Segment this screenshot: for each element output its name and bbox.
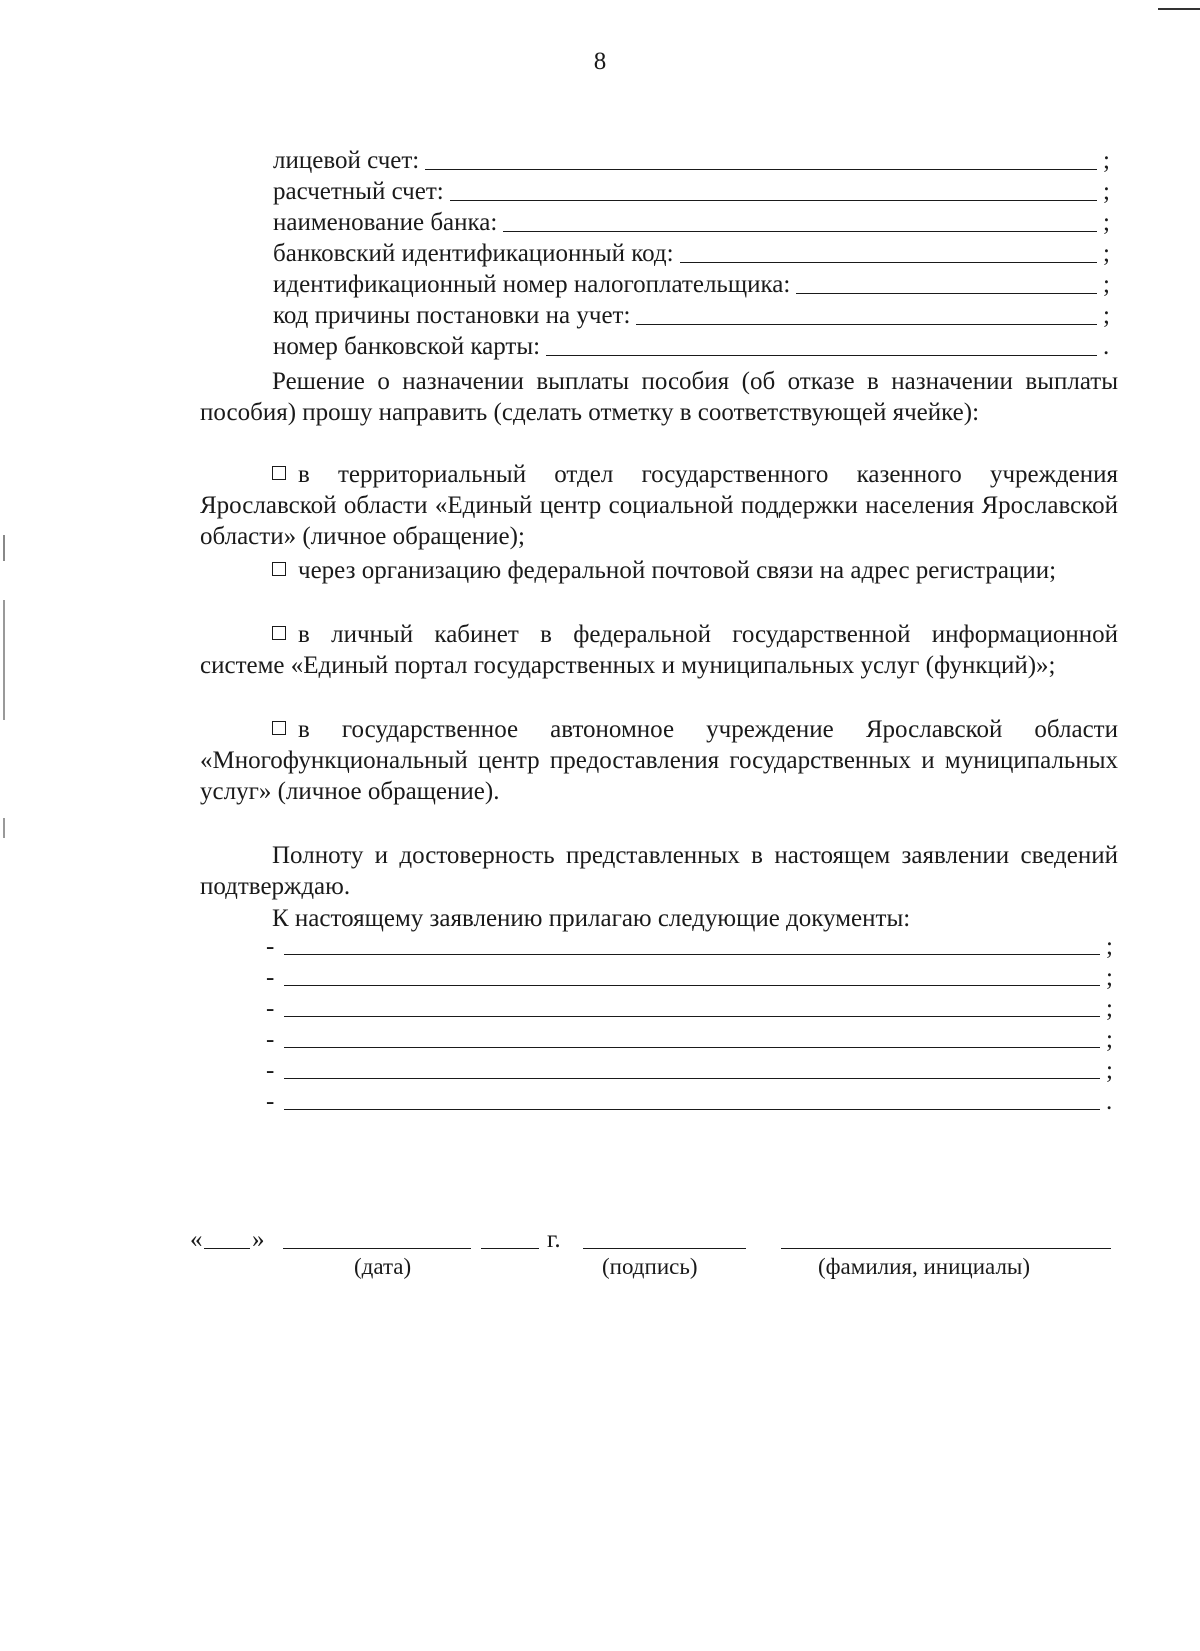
- account-field-inn[interactable]: [273, 269, 1113, 301]
- field-label: банковский идентификационный код:: [273, 240, 674, 267]
- line-punctuation: ;: [1106, 933, 1113, 960]
- scan-artifact: [3, 535, 5, 561]
- attachment-line[interactable]: [266, 932, 1116, 962]
- option-text: в государственное автономное учреждение Ярославской области «Многофункциональный центр предоставления государственных и муниципальных услуг» (личное обращение).: [200, 716, 1118, 805]
- account-field-settlement-account[interactable]: [273, 176, 1113, 208]
- checkbox[interactable]: [272, 466, 286, 480]
- field-label: идентификационный номер налогоплательщика:: [273, 271, 791, 298]
- fill-in-line[interactable]: [284, 1077, 1100, 1079]
- fill-in-line[interactable]: [284, 984, 1100, 986]
- line-punctuation: ;: [1106, 1026, 1113, 1053]
- account-field-bik[interactable]: [273, 238, 1113, 270]
- list-dash: -: [266, 1088, 275, 1115]
- option-postal-service: [200, 555, 1118, 586]
- day-line[interactable]: [204, 1247, 250, 1249]
- fill-in-line[interactable]: [284, 1015, 1100, 1017]
- attachment-line[interactable]: [266, 963, 1116, 993]
- account-field-bank-name[interactable]: [273, 207, 1113, 239]
- option-text: через организацию федеральной почтовой связи на адрес регистрации;: [298, 557, 1057, 584]
- fill-in-line[interactable]: [284, 1108, 1100, 1110]
- attachments-intro-text: К настоящему заявлению прилагаю следующие документы:: [272, 905, 911, 932]
- list-dash: -: [266, 1026, 275, 1053]
- attachment-line[interactable]: [266, 1056, 1116, 1086]
- fill-in-line[interactable]: [425, 168, 1097, 170]
- field-punctuation: .: [1103, 333, 1110, 360]
- option-text: в личный кабинет в федеральной государственной информационной системе «Единый портал государственных и муниципальных услуг (функций)»;: [200, 621, 1118, 679]
- signature-row: [190, 1220, 1120, 1254]
- fill-in-line[interactable]: [284, 953, 1100, 955]
- field-punctuation: ;: [1103, 209, 1110, 236]
- year-suffix: г.: [547, 1226, 561, 1253]
- attachment-line[interactable]: [266, 1025, 1116, 1055]
- scan-artifact: [3, 818, 5, 838]
- list-dash: -: [266, 964, 275, 991]
- scan-artifact: [1158, 8, 1200, 10]
- field-label: наименование банка:: [273, 209, 498, 236]
- fill-in-line[interactable]: [284, 1046, 1100, 1048]
- open-quote: «: [190, 1226, 203, 1253]
- field-label: лицевой счет:: [273, 147, 420, 174]
- date-caption: (дата): [354, 1254, 412, 1279]
- attachment-line[interactable]: [266, 1087, 1116, 1117]
- option-territorial-office: [200, 459, 1118, 552]
- list-dash: -: [266, 995, 275, 1022]
- account-field-kpp[interactable]: [273, 300, 1113, 332]
- line-punctuation: ;: [1106, 964, 1113, 991]
- decision-intro-paragraph: [200, 366, 1118, 428]
- field-label: номер банковской карты:: [273, 333, 541, 360]
- month-line[interactable]: [283, 1247, 471, 1249]
- checkbox[interactable]: [272, 721, 286, 735]
- line-punctuation: ;: [1106, 1057, 1113, 1084]
- fill-in-line[interactable]: [796, 292, 1097, 294]
- field-punctuation: ;: [1103, 178, 1110, 205]
- option-personal-cabinet: [200, 619, 1118, 681]
- page-number: 8: [593, 48, 607, 75]
- list-dash: -: [266, 933, 275, 960]
- list-dash: -: [266, 1057, 275, 1084]
- name-caption: (фамилия, инициалы): [818, 1254, 1031, 1279]
- fill-in-line[interactable]: [450, 199, 1097, 201]
- fill-in-line[interactable]: [546, 354, 1097, 356]
- option-mfc: [200, 714, 1118, 807]
- scan-artifact: [3, 600, 5, 720]
- line-punctuation: ;: [1106, 995, 1113, 1022]
- field-punctuation: ;: [1103, 240, 1110, 267]
- option-text: в территориальный отдел государственного казенного учреждения Ярославской области «Единый центр социальной поддержки населения Ярославской области» (личное обращение);: [200, 461, 1118, 550]
- line-punctuation: .: [1106, 1088, 1113, 1115]
- fill-in-line[interactable]: [503, 230, 1097, 232]
- field-punctuation: ;: [1103, 271, 1110, 298]
- confirmation-paragraph: [200, 840, 1118, 902]
- account-field-card-number[interactable]: [273, 331, 1113, 363]
- field-punctuation: ;: [1103, 147, 1110, 174]
- fill-in-line[interactable]: [680, 261, 1097, 263]
- close-quote: »: [252, 1226, 265, 1253]
- fill-in-line[interactable]: [636, 323, 1097, 325]
- confirmation-text: Полноту и достоверность представленных в настоящем заявлении сведений подтверждаю.: [200, 842, 1118, 900]
- field-label: расчетный счет:: [273, 178, 444, 205]
- account-field-personal-account[interactable]: [273, 145, 1113, 177]
- field-label: код причины постановки на учет:: [273, 302, 631, 329]
- checkbox[interactable]: [272, 626, 286, 640]
- attachments-intro-paragraph: [200, 903, 1118, 934]
- attachment-line[interactable]: [266, 994, 1116, 1024]
- decision-intro-text: Решение о назначении выплаты пособия (об отказе в назначении выплаты пособия) прошу направить (сделать отметку в соответствующей ячейке):: [200, 368, 1118, 426]
- signature-line[interactable]: [583, 1247, 746, 1249]
- checkbox[interactable]: [272, 562, 286, 576]
- name-line[interactable]: [781, 1247, 1111, 1249]
- year-line[interactable]: [481, 1247, 539, 1249]
- field-punctuation: ;: [1103, 302, 1110, 329]
- signature-caption: (подпись): [602, 1254, 698, 1279]
